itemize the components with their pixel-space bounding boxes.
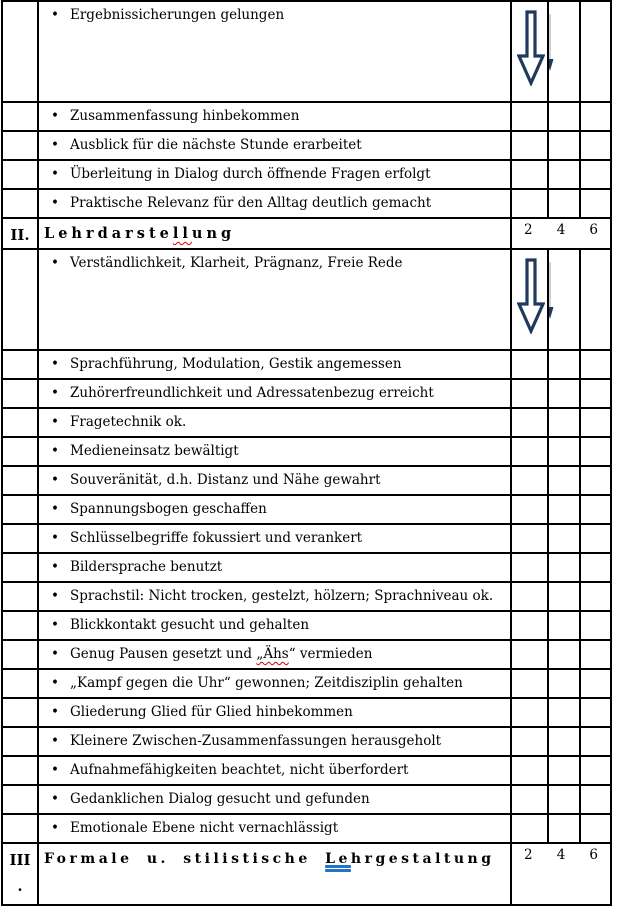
score-cell-2 — [511, 553, 548, 582]
item-number-cell — [2, 189, 38, 218]
score-cell-6 — [580, 553, 611, 582]
section-header-row-iii — [2, 843, 611, 905]
criterion-cell — [38, 408, 511, 437]
score-cell-4 — [548, 524, 580, 553]
criterion-cell — [38, 160, 511, 189]
item-number-cell — [2, 131, 38, 160]
criterion-cell — [38, 669, 511, 698]
criterion-cell — [38, 189, 511, 218]
bullet-icon: • — [51, 108, 59, 124]
section-title-pre: Lehrdarste — [44, 225, 173, 242]
criterion-text: Zuhörerfreundlichkeit und Adressatenbezug erreicht — [70, 385, 434, 401]
bullet-icon: • — [51, 762, 59, 778]
criterion-text: Ergebnissicherungen gelungen — [70, 7, 285, 23]
item-number-cell — [2, 379, 38, 408]
score-cell-2 — [511, 466, 548, 495]
score-cell-2 — [511, 379, 548, 408]
score-cell-4 — [548, 249, 580, 350]
score-cell-6 — [580, 437, 611, 466]
section-title-pre: Formale u. stilistische — [44, 851, 326, 867]
criterion-cell — [38, 466, 511, 495]
score-cell-6 — [580, 160, 611, 189]
criterion-text: Bildersprache benutzt — [70, 559, 223, 575]
criterion-cell — [38, 698, 511, 727]
criterion-cell — [38, 814, 511, 843]
score-cell-4 — [548, 437, 580, 466]
score-cell-6 — [580, 524, 611, 553]
bullet-icon: • — [51, 646, 59, 662]
score-cell-6 — [580, 756, 611, 785]
score-cell-2 — [511, 408, 548, 437]
score-cell-6 — [580, 669, 611, 698]
score-cell-4 — [548, 466, 580, 495]
criterion-cell — [38, 582, 511, 611]
criterion-row — [2, 698, 611, 727]
score-header-cell — [511, 218, 611, 249]
item-number-cell — [2, 249, 38, 350]
criterion-row — [2, 640, 611, 669]
score-cell-6 — [580, 814, 611, 843]
score-cell-6 — [580, 495, 611, 524]
section-numeral-line2: . — [17, 877, 23, 895]
section-title-post: ung — [191, 225, 236, 242]
criterion-text: Praktische Relevanz für den Alltag deutlich gemacht — [70, 195, 432, 211]
score-cell-2 — [511, 698, 548, 727]
section-title-post: hrgestaltung — [350, 851, 495, 867]
criterion-cell — [38, 102, 511, 131]
score-cell-2 — [511, 495, 548, 524]
down-block-arrow-icon — [517, 258, 545, 334]
criterion-text: Verständlichkeit, Klarheit, Prägnanz, Freie Rede — [70, 255, 403, 271]
criterion-text: Medieneinsatz bewältigt — [70, 443, 239, 459]
evaluation-table — [1, 0, 612, 906]
score-cell-2 — [511, 160, 548, 189]
score-cell-4 — [548, 189, 580, 218]
bullet-icon: • — [51, 530, 59, 546]
criterion-text: Emotionale Ebene nicht vernachlässigt — [70, 820, 339, 836]
criterion-cell — [38, 437, 511, 466]
score-label-2: 2 — [524, 847, 533, 863]
item-number-cell — [2, 524, 38, 553]
score-cell-4 — [548, 553, 580, 582]
score-cell-4 — [548, 102, 580, 131]
score-label-4: 4 — [556, 847, 566, 863]
score-cell-2 — [511, 669, 548, 698]
score-cell-2 — [511, 756, 548, 785]
score-cell-4 — [548, 640, 580, 669]
criterion-cell — [38, 727, 511, 756]
criterion-text: „Kampf gegen die Uhr“ gewonnen; Zeitdisziplin gehalten — [70, 675, 463, 691]
score-cell-4 — [548, 785, 580, 814]
score-cell-2 — [511, 582, 548, 611]
score-cell-2 — [511, 611, 548, 640]
criterion-row — [2, 814, 611, 843]
criterion-row — [2, 466, 611, 495]
score-cell-2 — [511, 131, 548, 160]
criterion-row — [2, 727, 611, 756]
score-cell-6 — [580, 408, 611, 437]
criterion-row — [2, 756, 611, 785]
bullet-icon: • — [51, 356, 59, 372]
criterion-text-spellcheck: „Ähs — [256, 646, 289, 662]
score-cell-4 — [548, 160, 580, 189]
criterion-cell — [38, 495, 511, 524]
criterion-row — [2, 102, 611, 131]
criterion-row — [2, 524, 611, 553]
criterion-cell — [38, 524, 511, 553]
score-cell-6 — [580, 640, 611, 669]
down-block-arrow-icon — [517, 10, 545, 86]
bullet-icon: • — [51, 675, 59, 691]
bullet-icon: • — [51, 588, 59, 604]
criterion-text: Zusammenfassung hinbekommen — [70, 108, 300, 124]
score-cell-2 — [511, 785, 548, 814]
criterion-text: Aufnahmefähigkeiten beachtet, nicht überfordert — [70, 762, 409, 778]
section-title — [38, 218, 511, 249]
section-header-row-ii — [2, 218, 611, 249]
section-title-grammar-mark: Le — [325, 851, 351, 867]
score-cell-6 — [580, 131, 611, 160]
criterion-text: Sprachführung, Modulation, Gestik angemessen — [70, 356, 402, 372]
score-cell-4 — [548, 350, 580, 379]
score-cell-4 — [548, 495, 580, 524]
criterion-row — [2, 189, 611, 218]
item-number-cell — [2, 160, 38, 189]
criterion-text: Gedanklichen Dialog gesucht und gefunden — [70, 791, 370, 807]
score-cell-4 — [548, 727, 580, 756]
criterion-text-pre: Genug Pausen gesetzt und — [70, 646, 257, 662]
item-number-cell — [2, 756, 38, 785]
score-cell-2 — [511, 249, 548, 350]
bullet-icon: • — [51, 733, 59, 749]
item-number-cell — [2, 495, 38, 524]
score-cell-6 — [580, 785, 611, 814]
section-numeral-line1: III — [9, 851, 31, 869]
score-cell-4 — [548, 379, 580, 408]
item-number-cell — [2, 669, 38, 698]
item-number-cell — [2, 582, 38, 611]
criterion-row — [2, 131, 611, 160]
criterion-text-post: “ vermieden — [288, 646, 373, 662]
criterion-text: Souveränität, d.h. Distanz und Nähe gewahrt — [70, 472, 381, 488]
criterion-cell — [38, 249, 511, 350]
score-cell-6 — [580, 698, 611, 727]
criterion-text: Kleinere Zwischen-Zusammenfassungen herausgeholt — [70, 733, 442, 749]
section-numeral: II. — [2, 218, 38, 249]
criterion-text: Fragetechnik ok. — [70, 414, 187, 430]
criterion-row-tall — [2, 249, 611, 350]
bullet-icon: • — [51, 443, 59, 459]
score-cell-4 — [548, 698, 580, 727]
bullet-icon: • — [51, 820, 59, 836]
criterion-row — [2, 582, 611, 611]
score-cell-6 — [580, 350, 611, 379]
criterion-text: Gliederung Glied für Glied hinbekommen — [70, 704, 353, 720]
score-cell-4 — [548, 1, 580, 102]
score-label-2: 2 — [524, 222, 533, 238]
score-header-cell — [511, 843, 611, 905]
criterion-row — [2, 350, 611, 379]
criterion-cell — [38, 1, 511, 102]
criterion-row — [2, 379, 611, 408]
criterion-cell — [38, 756, 511, 785]
item-number-cell — [2, 785, 38, 814]
score-label-4: 4 — [556, 222, 566, 238]
score-cell-2 — [511, 350, 548, 379]
item-number-cell — [2, 350, 38, 379]
score-cell-6 — [580, 249, 611, 350]
item-number-cell — [2, 437, 38, 466]
item-number-cell — [2, 466, 38, 495]
item-number-cell — [2, 640, 38, 669]
criterion-text: Blickkontakt gesucht und gehalten — [70, 617, 310, 633]
score-cell-4 — [548, 582, 580, 611]
bullet-icon: • — [51, 255, 59, 271]
score-cell-4 — [548, 669, 580, 698]
score-cell-2 — [511, 102, 548, 131]
section-title-spellcheck: ll — [172, 225, 192, 242]
score-cell-4 — [548, 131, 580, 160]
item-number-cell — [2, 102, 38, 131]
item-number-cell — [2, 727, 38, 756]
section-numeral — [2, 843, 38, 905]
score-cell-4 — [548, 756, 580, 785]
criterion-cell — [38, 611, 511, 640]
item-number-cell — [2, 698, 38, 727]
criterion-text: Überleitung in Dialog durch öffnende Fragen erfolgt — [70, 166, 431, 182]
criterion-row — [2, 669, 611, 698]
item-number-cell — [2, 1, 38, 102]
criterion-row — [2, 495, 611, 524]
criterion-cell — [38, 379, 511, 408]
down-thin-arrow-icon — [548, 14, 555, 74]
score-cell-6 — [580, 466, 611, 495]
criterion-cell — [38, 640, 511, 669]
bullet-icon: • — [51, 559, 59, 575]
criterion-text: Schlüsselbegriffe fokussiert und verankert — [70, 530, 363, 546]
bullet-icon: • — [51, 7, 59, 23]
criterion-text: Spannungsbogen geschaffen — [70, 501, 267, 517]
score-cell-6 — [580, 102, 611, 131]
bullet-icon: • — [51, 137, 59, 153]
score-label-6: 6 — [589, 222, 598, 238]
score-cell-6 — [580, 611, 611, 640]
bullet-icon: • — [51, 617, 59, 633]
criterion-row — [2, 611, 611, 640]
bullet-icon: • — [51, 704, 59, 720]
score-cell-6 — [580, 189, 611, 218]
criterion-cell — [38, 553, 511, 582]
score-cell-2 — [511, 814, 548, 843]
criterion-row-tall — [2, 1, 611, 102]
score-cell-2 — [511, 640, 548, 669]
score-label-6: 6 — [589, 847, 598, 863]
score-cell-2 — [511, 437, 548, 466]
bullet-icon: • — [51, 791, 59, 807]
score-cell-2 — [511, 189, 548, 218]
criterion-text: Ausblick für die nächste Stunde erarbeitet — [70, 137, 362, 153]
criterion-row — [2, 408, 611, 437]
criterion-cell — [38, 131, 511, 160]
criterion-row — [2, 160, 611, 189]
bullet-icon: • — [51, 195, 59, 211]
score-cell-6 — [580, 379, 611, 408]
score-cell-6 — [580, 1, 611, 102]
bullet-icon: • — [51, 501, 59, 517]
criterion-cell — [38, 350, 511, 379]
item-number-cell — [2, 611, 38, 640]
section-title — [38, 843, 511, 905]
bullet-icon: • — [51, 385, 59, 401]
item-number-cell — [2, 553, 38, 582]
criterion-row — [2, 437, 611, 466]
bullet-icon: • — [51, 166, 59, 182]
score-cell-4 — [548, 408, 580, 437]
score-cell-6 — [580, 582, 611, 611]
bullet-icon: • — [51, 414, 59, 430]
down-thin-arrow-icon — [548, 262, 555, 322]
criterion-row — [2, 785, 611, 814]
item-number-cell — [2, 408, 38, 437]
criterion-cell — [38, 785, 511, 814]
criterion-row — [2, 553, 611, 582]
criterion-text: Sprachstil: Nicht trocken, gestelzt, hölzern; Sprachniveau ok. — [70, 588, 494, 604]
score-cell-4 — [548, 814, 580, 843]
score-cell-2 — [511, 727, 548, 756]
score-cell-6 — [580, 727, 611, 756]
score-cell-2 — [511, 1, 548, 102]
score-cell-2 — [511, 524, 548, 553]
item-number-cell — [2, 814, 38, 843]
score-cell-4 — [548, 611, 580, 640]
bullet-icon: • — [51, 472, 59, 488]
